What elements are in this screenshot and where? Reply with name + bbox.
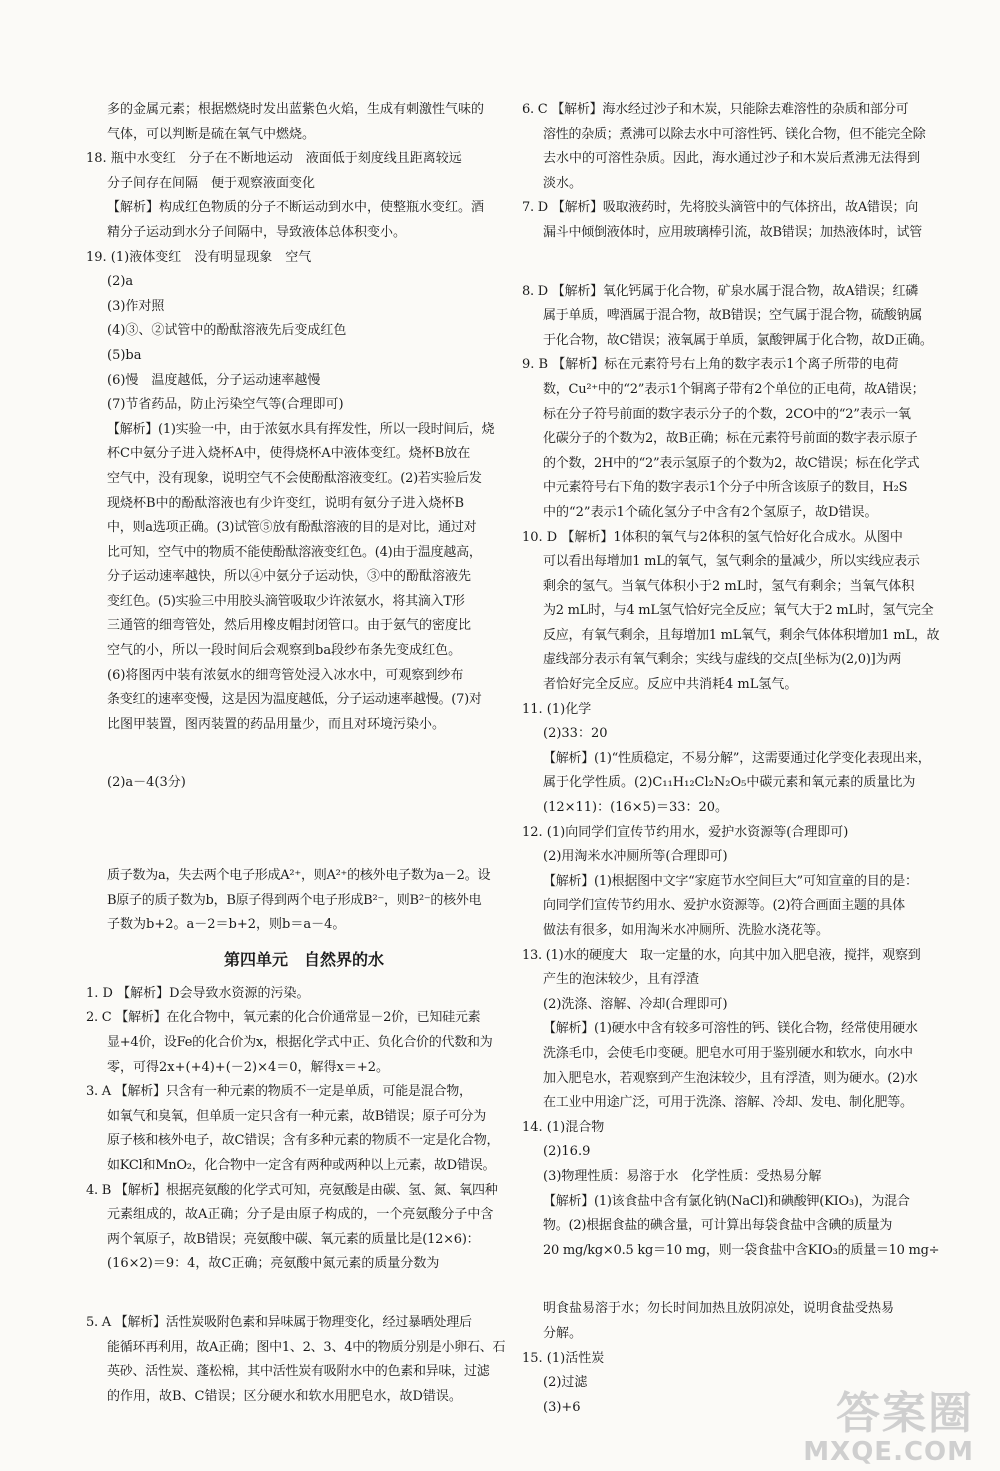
answer-8: 8. D 【解析】氧化钙属于化合物，矿泉水属于混合物，故A错误；红磷 — [522, 283, 918, 299]
text-line — [86, 830, 522, 864]
text-line: 在工业中用途广泛，可用于洗涤、溶解、冷却、发电、制化肥等。 — [543, 1095, 913, 1111]
text-line: (2)a－4(3分) — [107, 775, 186, 791]
text-line: 标在分子符号前面的数字表示分子的个数，2CO中的“2”表示一氧 — [543, 406, 911, 422]
text-line: 多的金属元素；根据燃烧时发出蓝紫色火焰，生成有刺激性气味的 — [107, 102, 485, 117]
text-line: 变红色。(5)实验三中用胶头滴管吸取少许浓氨水，将其滴入T形 — [107, 593, 465, 609]
text-line: 者恰好完全反应。反应中共消耗4 mL氢气。 — [543, 677, 798, 693]
text-line: 加入肥皂水，若观察到产生泡沫较少，且有浮渣，则为硬水。(2)水 — [543, 1070, 918, 1086]
text-line: 淡水。 — [543, 175, 583, 191]
text-line: 产生的泡沫较少，且有浮渣 — [543, 972, 700, 988]
text-line: 虚线部分表示有氧气剩余；实线与虚线的交点[坐标为(2,0)]为两 — [543, 652, 901, 668]
text-line: 20 mg/kg×0.5 kg＝10 mg，则一袋食盐中含KIO₃的质量＝10 mg÷ — [543, 1242, 940, 1258]
text-line: 能循环再利用，故A正确；图中1、2、3、4中的物质分别是小卵石、石 — [107, 1339, 506, 1355]
answer-3: 3. A 【解析】只含有一种元素的物质不一定是单质，可能是混合物， — [86, 1084, 472, 1100]
text-line: 【解析】(1)“性质稳定，不易分解”，这需要通过化学变化表现出来， — [543, 750, 931, 766]
text-line: 英砂、活性炭、蓬松棉，其中活性炭有吸附水中的色素和异味，过滤 — [107, 1364, 490, 1380]
text-line: 去水中的可溶性杂质。因此，海水通过沙子和木炭后煮沸无法得到 — [543, 151, 921, 167]
text-line: 如氧气和臭氧，但单质一定只含有一种元素，故B错误；原子可分为 — [107, 1108, 487, 1124]
text-line — [522, 246, 958, 280]
text-line — [86, 796, 522, 830]
text-line: (3)物理性质：易溶于水 化学性质：受热易分解 — [543, 1168, 822, 1184]
text-line: 明食盐易溶于水；勿长时间加热且放阴凉处，说明食盐受热易 — [543, 1301, 895, 1317]
unit-heading: 第四单元 自然界的水 — [223, 949, 384, 969]
text-line: 质子数为a，失去两个电子形成A²⁺，则A²⁺的核外电子数为a－2。设 — [107, 868, 491, 884]
text-line: (6)将图丙中装有浓氨水的细弯管处浸入冰水中，可观察到纱布 — [107, 667, 464, 683]
text-line: (2)过滤 — [543, 1375, 588, 1391]
text-line: B原子的质子数为b，B原子得到两个电子形成B²⁻，则B²⁻的核外电 — [107, 892, 482, 908]
answer-6: 6. C 【解析】海水经过沙子和木炭，只能除去难溶性的杂质和部分可 — [522, 102, 909, 117]
text-line: 【解析】构成红色物质的分子不断运动到水中，使整瓶水变红。酒 — [107, 200, 485, 216]
answer-5: 5. A 【解析】活性炭吸附色素和异味属于物理变化，经过暴晒处理后 — [86, 1314, 472, 1330]
text-line: 属于单质，啤酒属于混合物，故B错误；空气属于混合物，硫酸钠属 — [543, 308, 923, 324]
text-line: 空气中，没有现象，说明空气不会使酚酞溶液变红。(2)若实验后发 — [107, 470, 482, 486]
answer-18: 18. 瓶中水变红 分子在不断地运动 液面低于刻度线且距离较远 — [86, 151, 462, 167]
text-line: 的个数，2H中的“2”表示氢原子的个数为2，故C错误；标在化学式 — [543, 455, 920, 471]
text-line: 中的“2”表示1个硫化氢分子中含有2个氢原子，故D错误。 — [543, 504, 878, 520]
text-line: 漏斗中倾倒液体时，应用玻璃棒引流，故B错误；加热液体时，试管 — [543, 224, 923, 240]
text-line: (3)+6 — [543, 1399, 581, 1415]
answer-11: 11. (1)化学 — [522, 701, 592, 717]
answer-7: 7. D 【解析】吸取液药时，先将胶头滴管中的气体挤出，故A错误；向 — [522, 200, 918, 216]
text-line: 杯C中氨分子进入烧杯A中，使得烧杯A中液体变红。烧杯B放在 — [107, 446, 471, 462]
answer-4: 4. B 【解析】根据亮氨酸的化学式可知，亮氨酸是由碳、氢、氮、氧四种 — [86, 1182, 498, 1198]
text-line: 的作用，故B、C错误；区分硬水和软水用肥皂水，故D错误。 — [107, 1388, 462, 1404]
text-line: 数，Cu²⁺中的“2”表示1个铜离子带有2个单位的正电荷，故A错误； — [543, 381, 925, 397]
text-line: 【解析】(1)根据图中文字“家庭节水空间巨大”可知宣童的目的是： — [543, 873, 918, 889]
text-line: (2)a — [107, 274, 134, 290]
watermark-logo: 答案圈 — [836, 1388, 974, 1439]
text-line: 属于化学性质。(2)C₁₁H₁₂Cl₂N₂O₅中碳元素和氧元素的质量比为 — [543, 775, 916, 791]
text-line: 剩余的氢气。当氧气体积小于2 mL时，氢气有剩余；当氧气体积 — [543, 578, 915, 594]
text-line: (6)慢 温度越低，分子运动速率越慢 — [107, 372, 321, 388]
text-line: 【解析】(1)该食盐中含有氯化钠(NaCl)和碘酸钾(KIO₃)，为混合 — [543, 1193, 910, 1209]
watermark-url: MXQE.COM — [803, 1437, 974, 1467]
text-line: (5)ba — [107, 347, 142, 363]
text-line: 可以看出每增加1 mL的氧气，氢气剩余的量减少，所以实线应表示 — [543, 554, 920, 570]
text-line: 如KCl和MnO₂，化合物中一定含有两种或两种以上元素，故D错误。 — [107, 1157, 496, 1173]
text-line: (3)作对照 — [107, 298, 165, 314]
text-line: 两个氧原子，故B错误；亮氨酸中碳、氧元素的质量比是(12×6)： — [107, 1231, 480, 1247]
answer-13: 13. (1)水的硬度大 取一定量的水，向其中加入肥皂液，搅拌，观察到 — [522, 947, 921, 963]
answer-2: 2. C 【解析】在化合物中，氧元素的化合价通常显－2价，已知硅元素 — [86, 1010, 481, 1026]
right-column — [522, 98, 958, 1420]
text-line: 气体，可以判断是硫在氧气中燃烧。 — [107, 126, 316, 142]
answer-15: 15. (1)活性炭 — [522, 1350, 605, 1366]
watermark — [803, 1377, 974, 1467]
text-line: (7)节省药品，防止污染空气等(合理即可) — [107, 397, 344, 413]
text-line: 比可知，空气中的物质不能使酚酞溶液变红色。(4)由于温度越高， — [107, 544, 482, 560]
text-line: 化碳分子的个数为2，故B正确；标在元素符号前面的数字表示原子 — [543, 431, 918, 447]
text-line: 精分子运动到水分子间隔中，导致液体总体积变小。 — [107, 224, 407, 240]
answer-1: 1. D 【解析】D会导致水资源的污染。 — [86, 985, 310, 1001]
text-line: 为2 mL时，与4 mL氢气恰好完全反应；氧气大于2 mL时，氢气完全 — [543, 603, 934, 619]
text-line: 子数为b+2。a－2＝b+2，则b＝a－4。 — [107, 917, 346, 933]
text-line: 分解。 — [543, 1325, 583, 1341]
answer-20 — [86, 737, 522, 771]
text-line: 【解析】(1)硬水中含有较多可溶性的钙、镁化合物，经常使用硬水 — [543, 1021, 918, 1037]
text-line: (12×11)：(16×5)＝33：20。 — [543, 800, 729, 816]
text-line: 零，可得2x+(+4)+(－2)×4＝0，解得x＝+2。 — [107, 1059, 390, 1075]
answer-12: 12. (1)向同学们宣传节约用水，爱护水资源等(合理即可) — [522, 824, 849, 840]
text-line: 比图甲装置，图丙装置的药品用量少，而且对环境污染小。 — [107, 716, 446, 732]
text-line: (2)洗涤、溶解、冷却(合理即可) — [543, 996, 728, 1012]
text-line: (4)③、②试管中的酚酞溶液先后变成红色 — [107, 323, 347, 339]
text-line: 反应，有氧气剩余，且每增加1 mL氧气，剩余气体体积增加1 mL，故 — [543, 627, 940, 643]
text-line: (2)用淘米水冲厕所等(合理即可) — [543, 849, 728, 865]
text-line: 三通管的细弯管处，然后用橡皮帽封闭管口。由于氨气的密度比 — [107, 618, 472, 634]
text-line: 溶性的杂质；煮沸可以除去水中可溶性钙、镁化合物，但不能完全除 — [543, 126, 926, 142]
text-line: 中，则a选项正确。(3)试管⑤放有酚酞溶液的目的是对比，通过对 — [107, 520, 477, 536]
text-line: 显+4价，设Fe的化合价为x，根据化学式中正、负化合价的代数和为 — [107, 1035, 493, 1050]
answer-19: 19. (1)液体变红 没有明显现象 空气 — [86, 249, 312, 265]
text-line: (2)16.9 — [543, 1144, 591, 1160]
text-line — [86, 1277, 522, 1311]
text-line: 洗涤毛巾，会使毛巾变硬。肥皂水可用于鉴别硬水和软水，向水中 — [543, 1045, 913, 1061]
text-line: (16×2)＝9：4，故C正确；亮氨酸中氮元素的质量分数为 — [107, 1256, 440, 1272]
text-line — [522, 1263, 958, 1297]
text-line: 分子间存在间隔 便于观察液面变化 — [107, 175, 316, 191]
text-line: 向同学们宣传节约用水、爱护水资源等。(2)符合画面主题的具体 — [543, 898, 905, 914]
text-line: 分子运动速率越快，所以④中氨分子运动快，③中的酚酞溶液先 — [107, 569, 472, 585]
answer-14: 14. (1)混合物 — [522, 1119, 605, 1135]
text-line: 做法有很多，如用淘米水冲厕所、洗脸水浇花等。 — [543, 923, 830, 938]
text-line: 物。(2)根据食盐的碘含量，可计算出每袋食盐中含碘的质量为 — [543, 1218, 893, 1234]
text-line: 于化合物，故C错误；液氧属于单质，氯酸钾属于化合物，故D正确。 — [543, 332, 933, 348]
text-line: 中元素符号右下角的数字表示1个分子中所含该原子的数目，H₂S — [543, 480, 908, 496]
text-line: 原子核和核外电子，故C错误；含有多种元素的物质不一定是化合物， — [107, 1133, 500, 1149]
text-line: 元素组成的，故A正确；分子是由原子构成的，一个亮氨酸分子中含 — [107, 1207, 494, 1223]
text-line: 现烧杯B中的酚酞溶液也有少许变红，说明有氨分子进入烧杯B — [107, 495, 465, 511]
text-line: 【解析】(1)实验一中，由于浓氨水具有挥发性，所以一段时间后，烧 — [107, 421, 495, 437]
answer-9: 9. B 【解析】标在元素符号右上角的数字表示1个离子所带的电荷 — [522, 357, 899, 373]
text-line: 空气的小，所以一段时间后会观察到ba段纱布条先变成红色。 — [107, 643, 462, 659]
answer-10: 10. D 【解析】1体积的氧气与2体积的氢气恰好化合成水。从图中 — [522, 529, 903, 545]
text-line: (2)33：20 — [543, 726, 608, 742]
text-line: 条变红的速率变慢，这是因为温度越低，分子运动速率越慢。(7)对 — [107, 692, 482, 708]
left-column — [86, 98, 522, 1409]
